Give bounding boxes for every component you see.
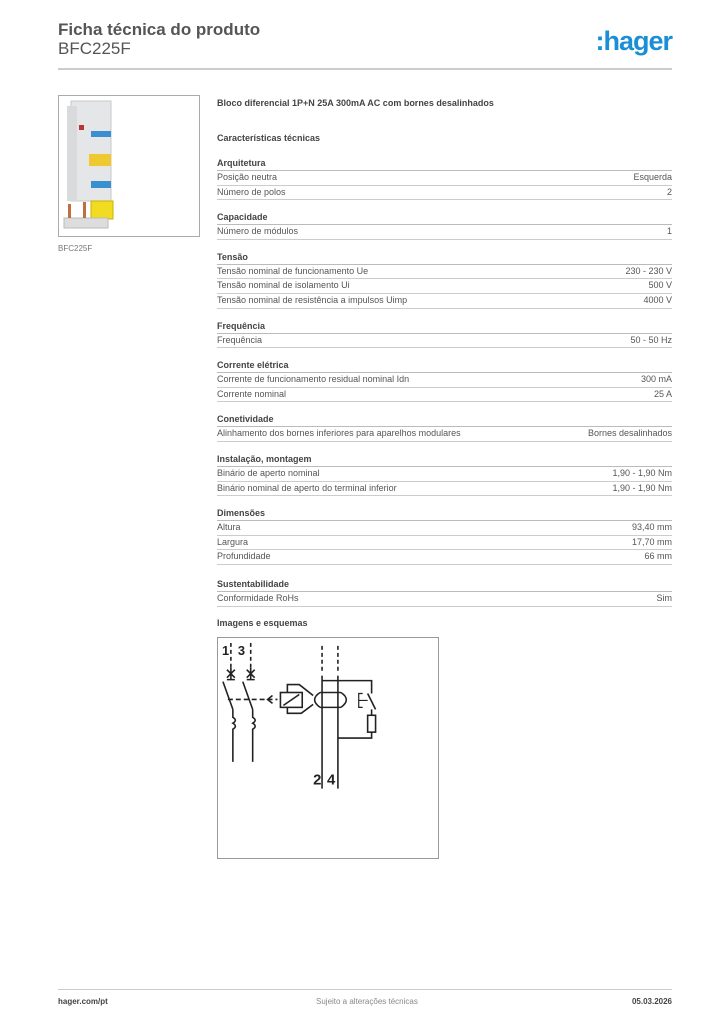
- spec-value: 66 mm: [644, 551, 672, 562]
- spec-value: 2: [666, 186, 672, 197]
- spec-label: Profundidade: [217, 551, 271, 562]
- spec-value: Bornes desalinhados: [587, 428, 672, 439]
- header-divider: [58, 68, 672, 70]
- spec-label: Corrente nominal: [217, 388, 287, 399]
- spec-value: 1: [666, 226, 672, 237]
- spec-value: Sim: [656, 592, 672, 603]
- circuit-schematic-icon: [218, 638, 438, 858]
- spec-label: Posição neutra: [217, 172, 278, 182]
- spec-label: Altura: [217, 522, 241, 533]
- spec-label: Binário nominal de aperto do terminal inferior: [217, 482, 397, 493]
- spec-row: [217, 467, 672, 482]
- footer-date: 05.03.2026: [631, 997, 672, 1006]
- product-image: [58, 95, 200, 237]
- spec-row: [217, 388, 672, 403]
- terminal-4: 4: [327, 772, 336, 789]
- images-title: Imagens e esquemas: [217, 618, 308, 628]
- spec-section: [217, 250, 672, 309]
- spec-row: [217, 550, 672, 565]
- spec-label: Tensão nominal de resistência a impulsos Uimp: [217, 294, 408, 305]
- spec-label: Tensão nominal de isolamento Ui: [217, 280, 350, 291]
- spec-row: [217, 482, 672, 497]
- spec-section: [217, 577, 672, 607]
- hager-logo: :hager: [595, 26, 672, 56]
- spec-value: 1,90 - 1,90 Nm: [612, 482, 672, 493]
- product-code: BFC225F: [58, 39, 131, 58]
- spec-row: [217, 225, 672, 240]
- section-heading: Sustentabilidade: [217, 577, 672, 592]
- spec-value: 17,70 mm: [631, 536, 672, 547]
- spec-value: Esquerda: [633, 172, 672, 182]
- terminal-3: 3: [237, 642, 245, 658]
- spec-row: [217, 521, 672, 536]
- product-description: Bloco diferencial 1P+N 25A 300mA AC com bornes desalinhados: [217, 98, 494, 108]
- spec-value: 50 - 50 Hz: [630, 334, 672, 345]
- spec-row: [217, 186, 672, 201]
- spec-label: Largura: [217, 536, 249, 547]
- spec-label: Conformidade RoHs: [217, 592, 299, 603]
- section-heading: Capacidade: [217, 210, 672, 225]
- spec-label: Tensão nominal de funcionamento Ue: [217, 265, 369, 276]
- spec-label: Número de polos: [217, 186, 286, 197]
- spec-row: [217, 373, 672, 388]
- terminal-1: 1: [221, 642, 230, 658]
- spec-label: Binário de aperto nominal: [217, 467, 320, 478]
- spec-row: [217, 334, 672, 349]
- spec-label: Corrente de funcionamento residual nominal Idn: [217, 374, 410, 385]
- section-heading: Corrente elétrica: [217, 358, 672, 373]
- section-heading: Instalação, montagem: [217, 452, 672, 467]
- page-title: Ficha técnica do produto: [58, 20, 261, 39]
- spec-section: [217, 210, 672, 240]
- spec-value: 300 mA: [640, 374, 672, 385]
- footer-divider: [58, 989, 672, 990]
- spec-label: Frequência: [217, 334, 263, 345]
- spec-row: [217, 294, 672, 309]
- spec-row: [217, 279, 672, 294]
- spec-section: [217, 358, 672, 402]
- spec-label: Número de módulos: [217, 226, 299, 237]
- spec-sheet: [217, 96, 672, 607]
- section-heading: Dimensões: [217, 506, 672, 521]
- spec-row: [217, 592, 672, 607]
- spec-section: [217, 506, 672, 565]
- product-photo-icon: [59, 96, 199, 236]
- wiring-diagram: [217, 637, 439, 859]
- spec-row: [217, 427, 672, 442]
- product-image-caption: BFC225F: [58, 244, 93, 253]
- spec-value: 500 V: [648, 280, 672, 291]
- spec-section: [217, 412, 672, 442]
- spec-row: [217, 171, 672, 186]
- spec-section: [217, 452, 672, 496]
- spec-row: [217, 536, 672, 551]
- terminal-2: 2: [313, 772, 322, 789]
- section-heading: Conetividade: [217, 412, 672, 427]
- spec-section: [217, 156, 672, 200]
- section-heading: Tensão: [217, 250, 672, 265]
- spec-row: [217, 265, 672, 280]
- characteristics-title: Características técnicas: [217, 133, 321, 143]
- spec-value: 93,40 mm: [631, 522, 672, 533]
- spec-section: [217, 319, 672, 349]
- spec-value: 4000 V: [643, 294, 672, 305]
- spec-value: 230 - 230 V: [625, 265, 672, 276]
- footer-notice: Sujeito a alterações técnicas: [316, 997, 418, 1006]
- spec-label: Alinhamento dos bornes inferiores para aparelhos modulares: [217, 428, 461, 439]
- footer-website[interactable]: hager.com/pt: [58, 997, 108, 1006]
- spec-value: 25 A: [653, 388, 672, 399]
- spec-value: 1,90 - 1,90 Nm: [612, 467, 672, 478]
- section-heading: Frequência: [217, 319, 672, 334]
- section-heading: Arquitetura: [217, 156, 672, 171]
